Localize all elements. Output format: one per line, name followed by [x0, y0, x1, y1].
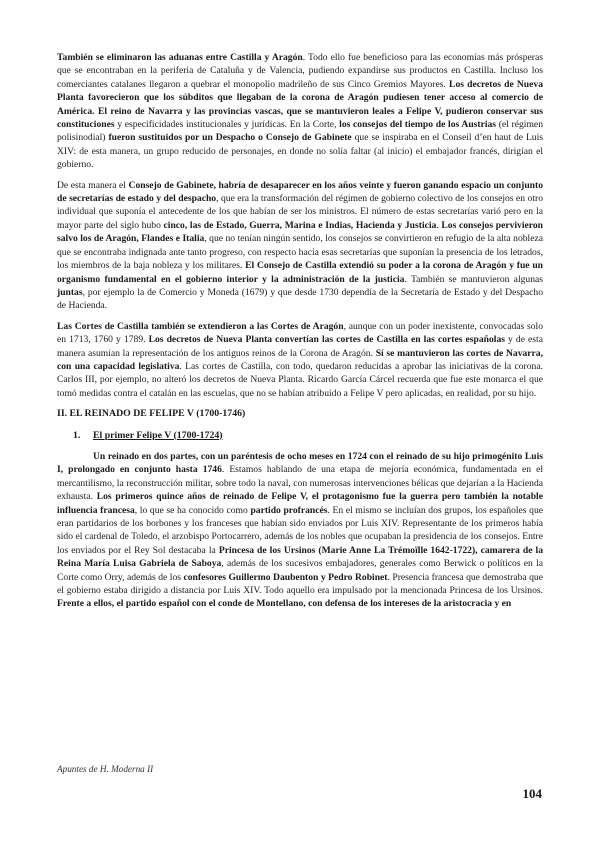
- emphasis-text: Princesa de los Ursinos (Marie Anne La Trémoïlle 1642-1722), camarera de la Reina María Luisa Gabriela de Saboya: [57, 544, 543, 570]
- emphasis-text: Las Cortes de Castilla también se extendieron a las Cortes de Aragón: [57, 320, 344, 332]
- emphasis-text: Los consejos pervivieron salvo los de Aragón, Flandes e Italia: [57, 219, 543, 245]
- body-text-run: que se inspiraba en el Conseil d’en haut de Luis XIV: de esta manera, un grupo reducido de personajes, en donde no solía faltar (al inicio) el embajador francés, dirigían el gobierno.: [57, 132, 543, 171]
- emphasis-text: Los decretos de Nueva Planta favorecieron que los súbditos que llegaban de la corona de Aragón pudiesen tener acceso al comercio de América.: [57, 78, 543, 117]
- emphasis-text: los consejos del tiempo de los Austrias: [339, 119, 497, 131]
- emphasis-text: También se eliminaron las aduanas entre Castilla y Aragón: [57, 52, 303, 63]
- paragraph-3: [57, 320, 543, 400]
- emphasis-text: Los decretos de Nueva Planta convertían las cortes de Castilla en las cortes españolas: [148, 334, 505, 346]
- body-text-run: y especificidades institucionales y jurídicas. En la Corte,: [114, 119, 340, 131]
- body-text-run: . En el mismo se incluían dos grupos, los españoles que eran partidarios de los borbones y los franceses que habían sido enviados por Luis XIV. Representante de los primeros había sido el cardenal de Toledo, el arzobispo Portocarrero, además de los nobles que ocupaban la presidencia de los consejos. Entre los enviados por el Rey Sol destacaba la: [57, 504, 544, 556]
- body-text-run: , que no tenían ningún sentido, los consejos se convirtieron en refugio de la alta nobleza que se encontraba indignada ante tanto progreso, con respecto hacia esas secretarías que suponían la presencia de los letrados, los miembros de la baja nobleza y los militares.: [57, 233, 543, 272]
- body-text-run: .: [436, 219, 442, 231]
- emphasis-text: cinco, las de Estado, Guerra, Marina e Indias, Hacienda y Justicia: [163, 219, 437, 231]
- footer-title: Apuntes de H. Moderna II: [57, 764, 154, 774]
- subsection-heading: [73, 429, 543, 442]
- page-number: 104: [522, 786, 542, 801]
- body-text-run: . Presencia francesa que demostraba que el gobierno estaba dirigido a distancia por Luis XIV. Todo aquello era impulsado por la mencionada Princesa de los Ursinos.: [57, 571, 543, 597]
- body-text-run: (el régimen polisinodial): [57, 119, 543, 144]
- body-text-run: y de esta manera asumían la representación de los antiguos reinos de la Corona de Aragón.: [57, 334, 543, 359]
- emphasis-text: El reino de Navarra y las provincias vascas, que se mantuvieron leales a Felipe V, pudieron conservar sus constituciones: [57, 105, 543, 131]
- section-heading: II. EL REINADO DE FELIPE V (1700-1746): [57, 408, 246, 420]
- body-text-run: , lo que se ha conocido como: [134, 504, 251, 516]
- emphasis-text: Los primeros quince años de reinado de Felipe V, el protagonismo fue la guerra pero también la notable influencia francesa: [57, 491, 543, 516]
- body-text-run: . Las cortes de Castilla, con todo, quedaron reducidas a aprobar las iniciativas de la corona. Carlos III, por ejemplo, no alteró los decretos de Nueva Planta. Ricardo García Cárcel recuerda que fue este monarca el que tomó medidas contra el catalán en las escuelas, que no se habían atribuido a Felipe V pero aplicadas, en realidad, por su hijo.: [57, 360, 544, 399]
- document-body: [57, 51, 543, 618]
- body-text-run: , por ejemplo la de Comercio y Moneda (1679) y que desde 1730 dependía de la Secretaría de Estado y del Despacho de Hacienda.: [57, 286, 543, 312]
- emphasis-text: juntas: [57, 286, 83, 298]
- emphasis-text: Consejo de Gabinete, habría de desaparecer en los años veinte y fueron ganando espacio un conjunto de secretarías de estado y del despacho: [57, 179, 543, 205]
- body-text-run: . Todo ello fue beneficioso para las economías más prósperas que se encontraban en la periferia de Cataluña y de Valencia, pudiendo expandirse sus productos en Castilla. Incluso los comerciantes catalanes llegaron a quebrar el monopolio madrileño de sus Cinco Gremios Mayores.: [57, 52, 543, 90]
- paragraph-4: [57, 450, 543, 611]
- paragraph-1: [57, 51, 543, 172]
- body-text-run: , que era la transformación del régimen de gobierno colectivo de los consejos en otro individual que suponía el antecedente de los que habían de ser los ministros. El número de estas secretarías varió pero en la mayor parte del siglo hubo: [57, 193, 544, 231]
- body-text-run: , además de los sucesivos embajadores, generales como Berwick o políticos en la Corte como Orry, además de los: [57, 558, 543, 583]
- body-text-run: , aunque con un poder inexistente, convocadas solo en 1713, 1760 y 1789.: [57, 320, 543, 346]
- emphasis-text: El Consejo de Castilla extendió su poder a la corona de Aragón y fue un organismo fundamental en el gobierno interior y la administración de la justicia: [57, 260, 543, 285]
- body-text-run: De esta manera el: [57, 179, 129, 191]
- emphasis-text: Un reinado en dos partes, con un paréntesis de ocho meses en 1724 con el reinado de su hijo primogénito Luis I, prolongado en conjunto hasta 1746: [57, 450, 543, 476]
- emphasis-text: confesores Guillermo Daubenton y Pedro Robinet: [183, 571, 388, 583]
- emphasis-text: fueron sustituidos por un Despacho o Consejo de Gabinete: [108, 132, 352, 144]
- emphasis-text: Frente a ellos, el partido español con el conde de Montellano, con defensa de los intereses de la aristocracia y en: [57, 598, 512, 610]
- body-text-run: . También se mantuvieron algunas: [404, 273, 543, 285]
- paragraph-2: [57, 179, 543, 313]
- subsection-title: El primer Felipe V (1700-1724): [93, 429, 223, 441]
- body-text-run: . Estamos hablando de una etapa de mejoría económica, fundamentada en el mercantilismo, la reconstrucción militar, sobre todo la naval, con numerosas intervenciones bélicas que dejarían a la Hacienda exhausta.: [57, 464, 543, 503]
- emphasis-text: partido profrancés: [250, 504, 328, 516]
- subsection-number: 1.: [73, 429, 81, 441]
- emphasis-text: Sí se mantuvieron las cortes de Navarra, con una capacidad legislativa: [57, 347, 544, 372]
